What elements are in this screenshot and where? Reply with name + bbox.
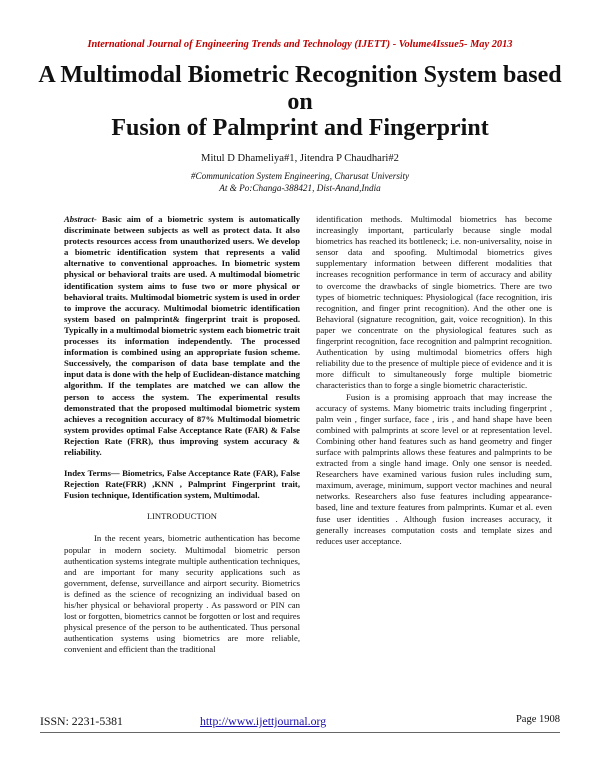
right-column [316, 214, 552, 547]
section-heading-introduction: I.INTRODUCTION [147, 511, 217, 522]
paper-title [20, 62, 580, 142]
authors: Mitul D Dhameliya#1, Jitendra P Chaudhari#2 [201, 153, 399, 164]
title-line-3: Fusion of Palmprint and Fingerprint [111, 115, 489, 141]
left-column [64, 214, 300, 655]
page-number: Page 1908 [515, 714, 560, 725]
title-line-2: on [287, 88, 313, 115]
right-paragraph-2: Fusion is a promising approach that may increase the accuracy of systems. Many biometric traits including fingerprint , palm vein , finger surface, face , iris , and hand shape have been combined with palmprints at score level or at representation level. Combining other hand features such as hand geometry and finger surface with palmprints allows these features and palmprints to be extracted from a single hand image. Only one sensor is needed. Researchers have examined various fusion rules including sum, maximum, average, minimum, support vector machines and neural networks. Researchers also fuse features including appearance-based, line and texture features from palmprints. Kumar et al. even fuse user identities . Although fusion increases accuracy, it generally increases computation costs and template sizes and reduces user acceptance. [316, 391, 552, 546]
index-terms: Index Terms— Biometrics, False Acceptance Rate (FAR), False Rejection Rate(FRR) ,KNN , Palmprint Fingerprint trait, Fusion technique, Identification system, Multimodal. [64, 468, 300, 501]
title-line-1: A Multimodal Biometric Recognition System based [38, 62, 562, 88]
right-paragraph-1: identification methods. Multimodal biometrics has become increasingly important, particularly because single modal biometrics has reached its bottleneck; i.e. non-universality, noise in sensor data and spoofing. Multimodal biometrics gives supplementary information between different modalities that increases recognition performance in term of accuracy and ability to overcome the drawbacks of single biometrics. There are two types of biometric techniques: Physiological (face recognition, iris recognition, and finger print recognition). And the other one is Behavioral (signature recognition, gait, voice recognition). In this paper we concentrate on the physiological features such as fingerprint recognition, face recognition and palmprint recognition. Authentication by using multimodal biometrics offers high reliability due to the presence of multiple piece of evidence and it is more difficult to simultaneously forge multiple biometric characteristics than to forge a single biometric characteristic. [316, 214, 552, 391]
affiliation-line-2: At & Po:Changa-388421, Dist-Anand,India [219, 182, 381, 193]
abstract-body: Basic aim of a biometric system is automatically discriminate between subjects as well as protect data. It also protects resources access from unauthorized users. We develop a biometric identification system that represents a valid alternative to conventional approaches. In biometric system physical or behavioral traits are used. A multimodal biometric identification system aims to fuse two or more physical or behavioral traits. Multimodal biometric system is used in order to improve the accuracy. Multimodal biometric identification system based on palmprint& fingerprint trait is proposed. Typically in a multimodal biometric system each biometric trait processes its information independently. The processed information is combined using an appropriate fusion scheme. Successively, the comparison of data base template and the input data is done with the help of Euclidean-distance matching algorithm. If the templates are matched we can allow the person to access the system. The experimental results demonstrated that the proposed multimodal biometric system achieves a recognition accuracy of 87% Multimodal biometric system provides optimal False Acceptance Rate (FAR) & False Rejection Rate (FRR), thus improving system accuracy & reliability. [64, 214, 300, 457]
affiliation [0, 171, 600, 194]
footer-divider [40, 732, 560, 733]
affiliation-line-1: #Communication System Engineering, Charusat University [190, 171, 410, 181]
journal-link[interactable]: http://www.ijettjournal.org [200, 714, 327, 728]
intro-paragraph: In the recent years, biometric authentication has become popular in modern society. Multimodal biometric person authentication systems integrate multiple authentication techniques, and are important for many security applications such as government, defense, surveillance and airport security. Biometrics is defined as the science of recognizing an individual based on his/her physical or behavioral property . As password or PIN can lost or forgotten, biometrics cannot be forgotten or lost and requires physical presence of the person to be authenticated. Thus personal authentication systems using biometrics are more reliable, convenient and efficient than the traditional [64, 533, 300, 655]
abstract [64, 214, 300, 458]
journal-header: International Journal of Engineering Trends and Technology (IJETT) - Volume4Issue5- May 2013 [87, 39, 513, 50]
issn: ISSN: 2231-5381 [40, 714, 123, 728]
abstract-lead: Abstract- [64, 214, 97, 224]
